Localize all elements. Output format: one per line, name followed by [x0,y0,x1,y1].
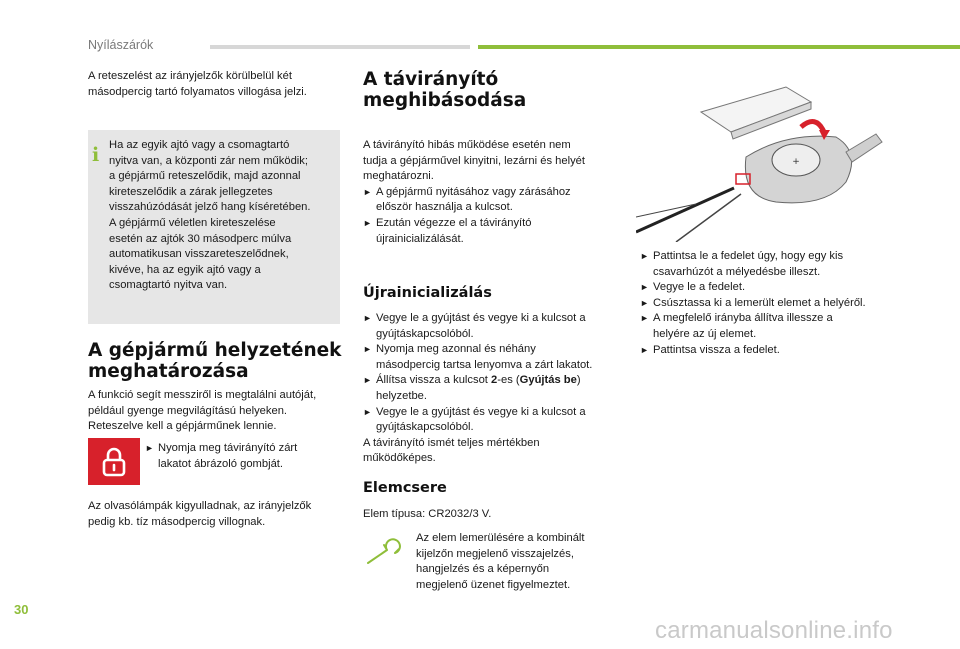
header-divider [210,45,470,49]
arrow-bullet-icon: ► [640,251,649,261]
info-box [88,130,340,324]
list-item: ► A megfelelő irányba állítva illessze a helyére az új elemet. [640,311,900,342]
list-item: ► Pattintsa le a fedelet úgy, hogy egy kis csavarhúzót a mélyedésbe illeszt. [640,249,900,280]
locate-vehicle-title: A gépjármű helyzetének meghatározása [88,340,342,382]
header-accent-bar [478,45,960,49]
list-item: ► Nyomja meg azonnal és néhány másodpercig tartsa lenyomva a zárt lakatot. [363,342,623,373]
remote-failure-text: A távirányító hibás működése esetén nem tudja a gépjárművel kinyitni, lezárni és helyét meghatározni. ► A gépjármű nyitásához vagy zárásához először használja a kulcsot. ► Ezután végezze el a távirányító újrainicializálását. [363,138,618,247]
key-fob-battery-illustration [636,82,886,247]
list-item: ► Vegye le a fedelet. [640,280,900,296]
list-item: ► Ezután végezze el a távirányító újrainicializálását. [363,216,618,247]
battery-type: Elem típusa: CR2032/3 V. [363,508,492,520]
svg-text:+: + [792,157,800,167]
arrow-bullet-icon: ► [363,313,372,323]
section-title: Nyílászárók [88,38,154,52]
battery-warning-note: Az elem lemerülésére a kombinált kijelzőn megjelenő visszajelzés, hangjelzés és a képernyőn megjelenő üzenet figyelmeztet. [416,532,585,591]
list-item: ► Állítsa vissza a kulcsot 2-es (Gyújtás be) helyzetbe. [363,373,623,404]
arrow-bullet-icon: ► [363,186,372,197]
reinit-steps: ► Vegye le a gyújtást és vegye ki a kulcsot a gyújtáskapcsolóból. ► Nyomja meg azonnal és néhány másodpercig tartsa lenyomva a zárt lakatot. ► Állítsa vissza a kulcsot 2-es (Gyújtás be) helyzetbe. ► Vegye le a gyújtást és vegye ki a kulcsot a gyújtáskapcsolóból. A távirányító ismét teljes mértékben működőképes. [363,311,623,467]
arrow-bullet-icon: ► [363,217,372,228]
battery-steps [640,249,900,358]
intro-text: A reteszelést az irányjelzők körülbelül két másodpercig tartó folyamatos villogása jelzi. [88,70,307,98]
arrow-bullet-icon: ► [145,443,154,453]
arrow-bullet-icon: ► [640,344,649,355]
watermark: carmanualsonline.info [655,617,893,644]
info-text: Ha az egyik ajtó vagy a csomagtartó nyitva van, a központi zár nem működik; a gépjármű reteszelődik, majd azonnal kireteszelődik a zárak jellegzetes visszahúzódását jelző hang kíséretében. A gépjármű véletlen kireteszelése esetén az ajtók 30 másodperc múlva automatikusan visszareteszelődnek, kivéve, ha az egyik ajtó vagy a csomagtartó nyitva van. [109,139,311,292]
page-number: 30 [14,602,29,617]
reinit-title: Újrainicializálás [363,285,492,301]
locate-vehicle-text: A funkció segít messziről is megtalálni autóját, például gyenge megvilágítású helyeken. Reteszelve kell a gépjárműnek lennie. [88,389,317,433]
battery-title: Elemcsere [363,480,447,496]
lock-instruction: ► Nyomja meg távirányító zárt lakatot ábrázoló gombját. [145,441,345,472]
arrow-bullet-icon: ► [640,297,649,308]
list-item: ► A gépjármű nyitásához vagy zárásához először használja a kulcsot. [363,185,618,216]
arrow-bullet-icon: ► [363,375,372,386]
arrow-bullet-icon: ► [363,406,372,417]
list-item: ► Pattintsa vissza a fedelet. [640,343,900,359]
outro-text: Az olvasólámpák kigyulladnak, az irányjelzők pedig kb. tíz másodpercig villognak. [88,500,312,528]
remote-failure-title: A távirányító meghibásodása [363,69,527,111]
list-item: ► Csúsztassa ki a lemerült elemet a helyéről. [640,296,900,312]
padlock-icon [88,438,140,485]
list-item: ► Vegye le a gyújtást és vegye ki a kulcsot a gyújtáskapcsolóból. [363,405,623,436]
arrow-bullet-icon: ► [363,344,372,355]
arrow-bullet-icon: ► [640,313,649,324]
wrench-icon [365,538,405,573]
list-item: ► Vegye le a gyújtást és vegye ki a kulcsot a gyújtáskapcsolóból. [363,311,623,342]
info-icon: i [92,144,100,166]
arrow-bullet-icon: ► [640,282,649,293]
